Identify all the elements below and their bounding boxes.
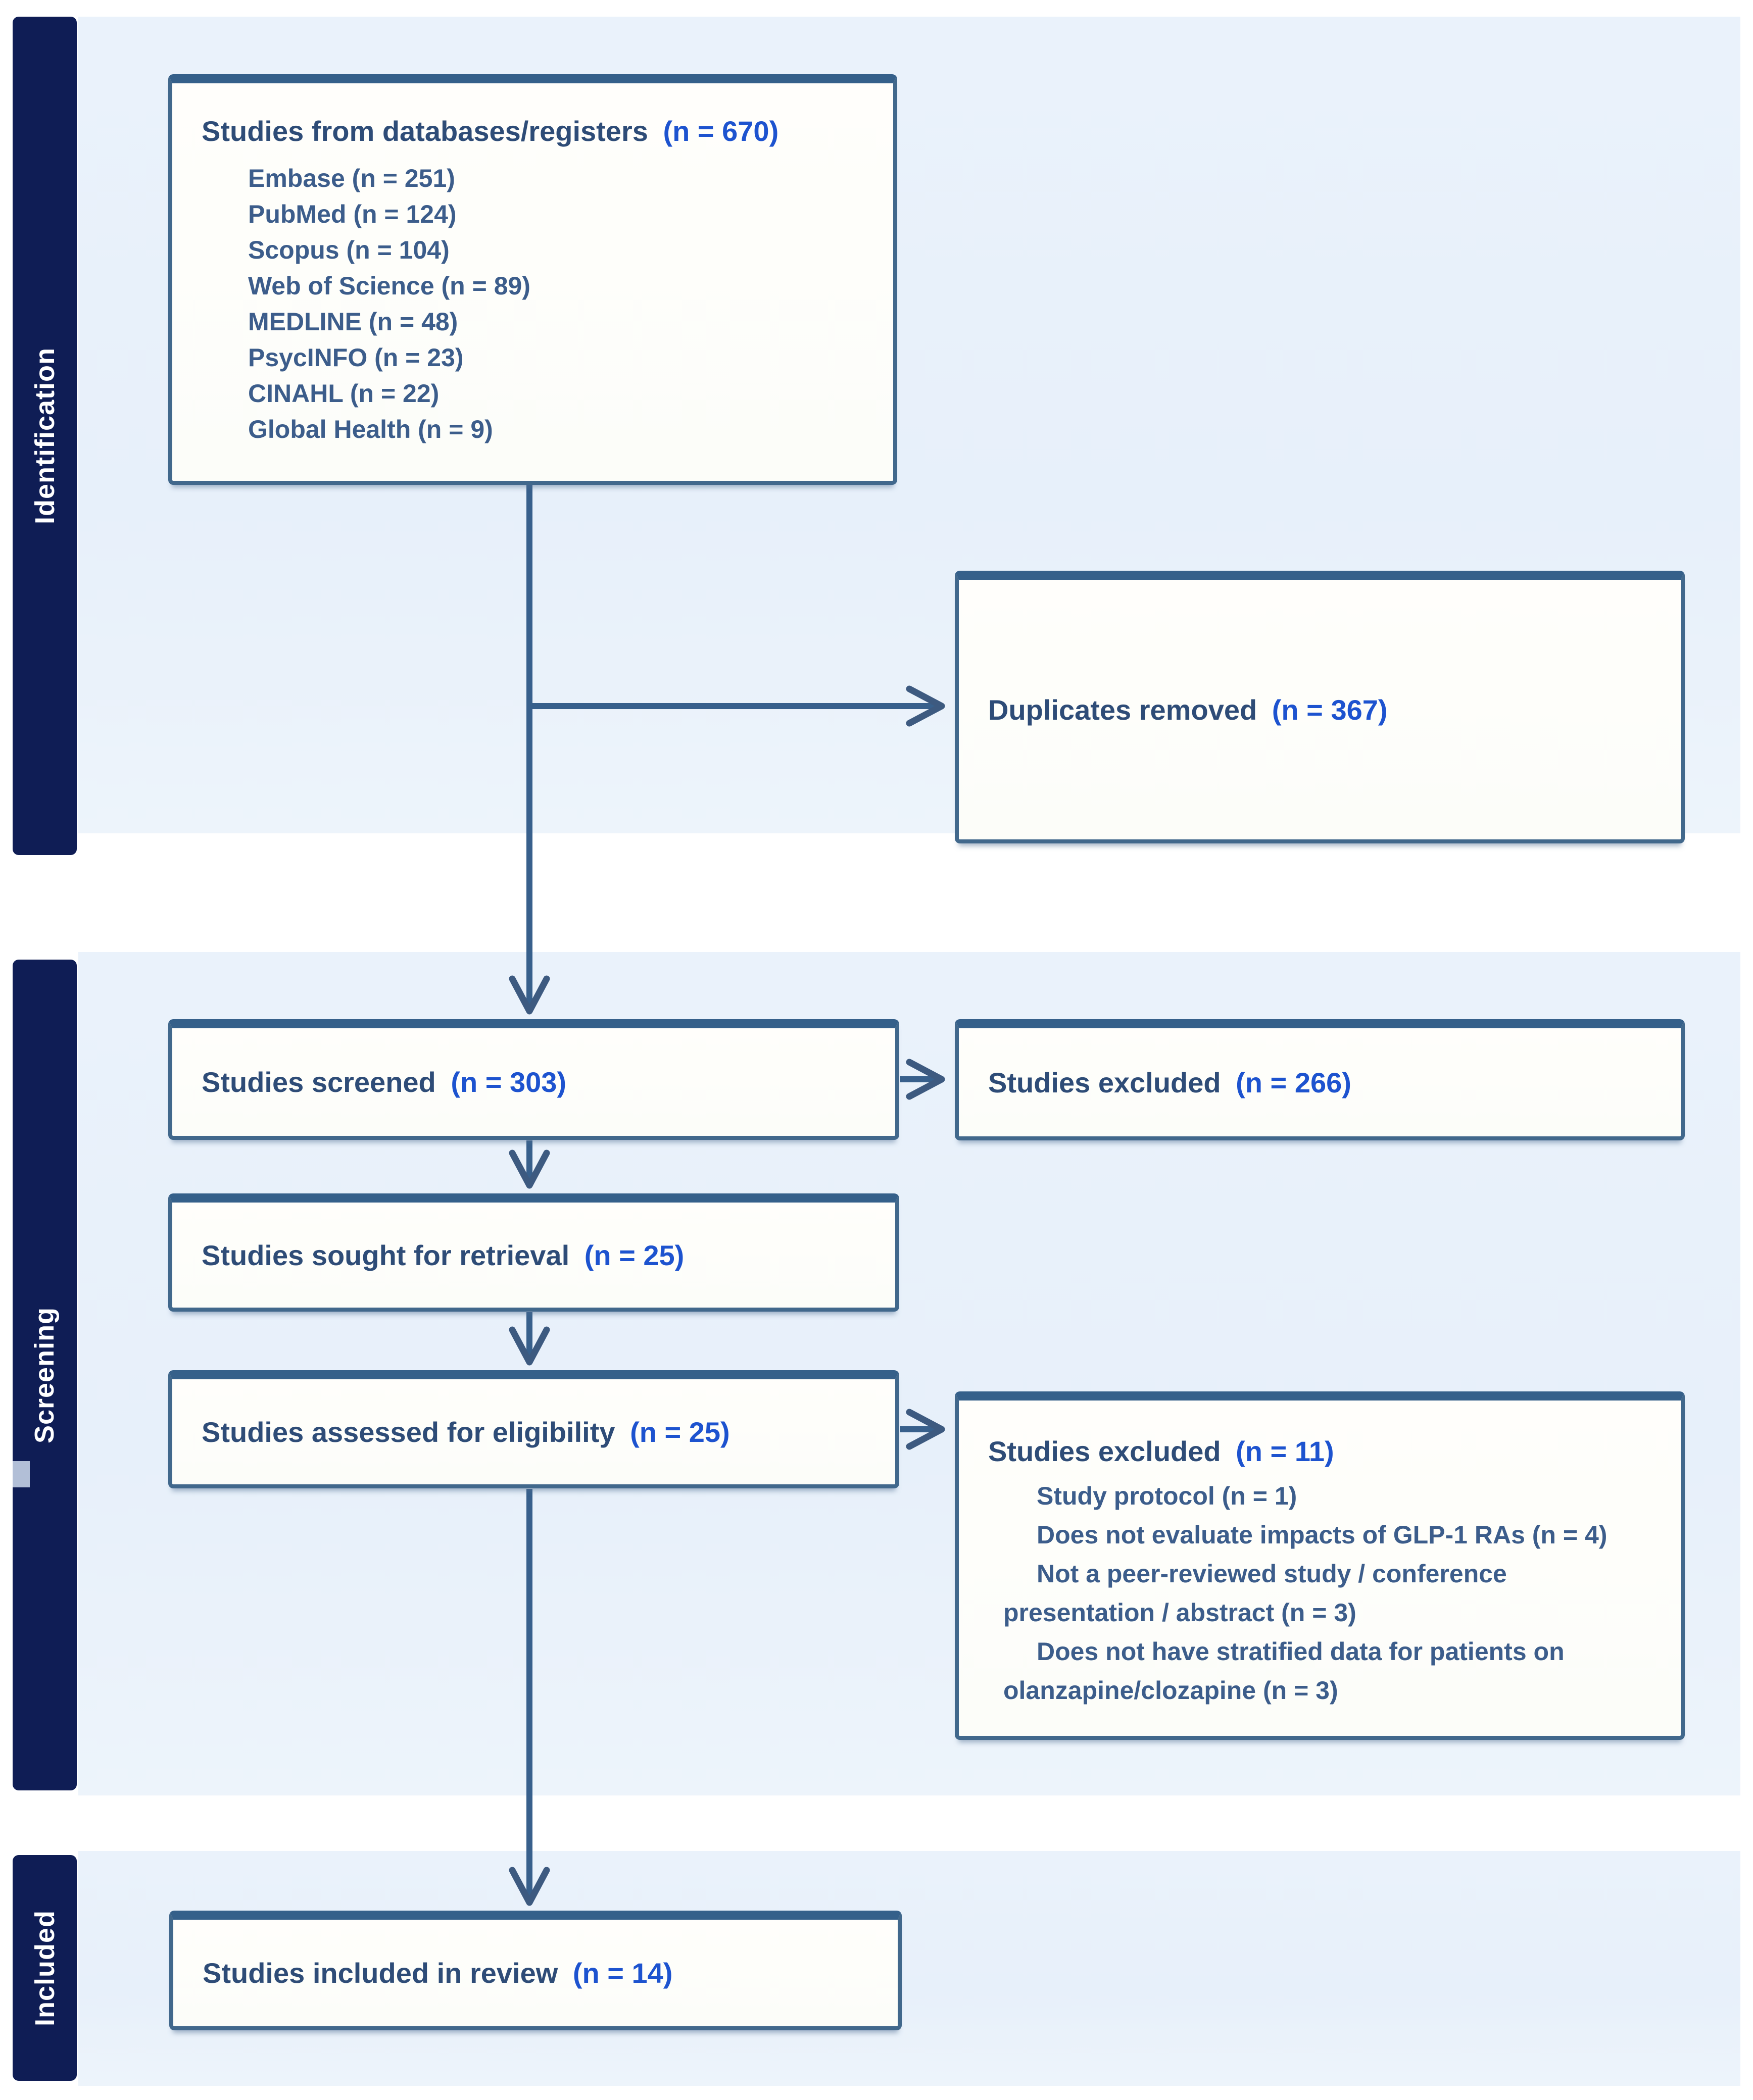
- sought-title: [202, 1239, 895, 1272]
- duplicates-count: (n = 367): [1272, 693, 1388, 726]
- stage-screening: [13, 960, 77, 1790]
- sought-title-text: Studies sought for retrieval: [202, 1239, 570, 1271]
- excluded-eligibility-count: (n = 11): [1236, 1435, 1334, 1467]
- duplicates-title-text: Duplicates removed: [988, 693, 1257, 726]
- databases-source-list: [202, 161, 893, 447]
- database-source-item: PubMed (n = 124): [248, 200, 457, 228]
- stage-identification-label: Identification: [29, 347, 60, 524]
- box-studies-screened: [168, 1019, 899, 1140]
- excluded-eligibility-title-text: Studies excluded: [988, 1435, 1221, 1467]
- box-studies-excluded-screening: [955, 1019, 1685, 1140]
- database-source-item: Embase (n = 251): [248, 164, 455, 192]
- databases-title: [202, 115, 893, 147]
- excluded-screening-title: [988, 1066, 1681, 1099]
- exclusion-reason-continuation: presentation / abstract (n = 3): [1003, 1598, 1356, 1627]
- stage-included: [13, 1855, 77, 2081]
- exclusion-reason: Does not evaluate impacts of GLP-1 RAs (n = 4): [1037, 1521, 1608, 1549]
- excluded-screening-count: (n = 266): [1236, 1066, 1351, 1098]
- included-count: (n = 14): [572, 1957, 673, 1989]
- assessed-title: [202, 1416, 895, 1448]
- database-source-item: MEDLINE (n = 48): [248, 308, 458, 336]
- box-studies-sought: [168, 1193, 899, 1312]
- box-studies-assessed: [168, 1370, 899, 1488]
- stage-included-label: Included: [29, 1910, 60, 2026]
- screened-title: [202, 1066, 895, 1098]
- included-title-text: Studies included in review: [203, 1957, 558, 1989]
- exclusion-reason: Not a peer-reviewed study / conference: [1037, 1560, 1507, 1588]
- excluded-eligibility-title: [988, 1435, 1681, 1468]
- exclusion-reason: Study protocol (n = 1): [1037, 1482, 1297, 1510]
- screened-count: (n = 303): [451, 1066, 567, 1098]
- screened-title-text: Studies screened: [202, 1066, 436, 1098]
- sought-count: (n = 25): [584, 1239, 685, 1271]
- database-source-item: PsycINFO (n = 23): [248, 343, 464, 372]
- exclusion-reason-continuation: olanzapine/clozapine (n = 3): [1003, 1676, 1338, 1705]
- databases-title-text: Studies from databases/registers: [202, 115, 648, 147]
- duplicates-title: [988, 693, 1681, 726]
- box-studies-excluded-eligibility: [955, 1391, 1685, 1740]
- database-source-item: Web of Science (n = 89): [248, 272, 530, 300]
- exclusion-reason-list: [988, 1477, 1681, 1710]
- exclusion-reason: Does not have stratified data for patients on: [1037, 1637, 1565, 1666]
- scan-notch-artifact: [13, 1461, 30, 1487]
- database-source-item: Scopus (n = 104): [248, 236, 450, 264]
- assessed-title-text: Studies assessed for eligibility: [202, 1416, 615, 1448]
- included-title: [203, 1957, 898, 1989]
- database-source-item: CINAHL (n = 22): [248, 379, 440, 408]
- box-databases: [168, 74, 897, 485]
- database-source-item: Global Health (n = 9): [248, 415, 493, 443]
- stage-screening-label: Screening: [29, 1307, 60, 1443]
- box-duplicates-removed: [955, 571, 1685, 843]
- stage-identification: [13, 17, 77, 855]
- assessed-count: (n = 25): [630, 1416, 730, 1448]
- databases-count: (n = 670): [663, 115, 779, 147]
- box-studies-included: [169, 1911, 902, 2030]
- excluded-screening-title-text: Studies excluded: [988, 1066, 1221, 1098]
